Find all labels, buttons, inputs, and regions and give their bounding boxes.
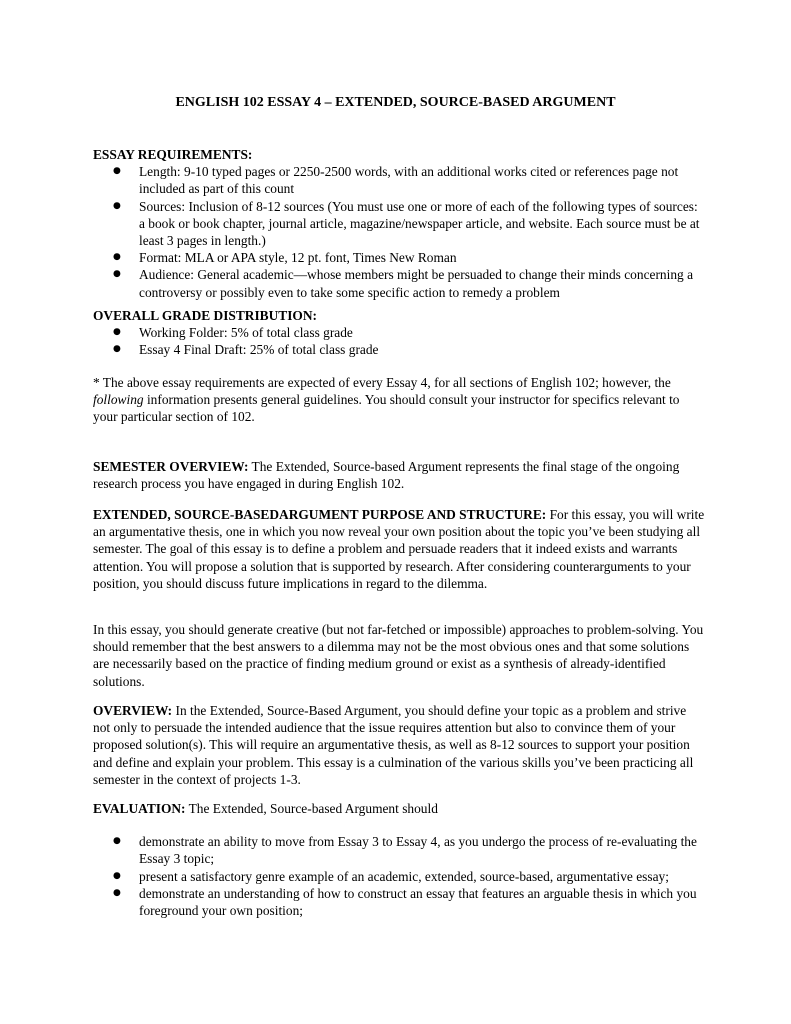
list-item xyxy=(93,868,705,885)
overview-heading: OVERVIEW: xyxy=(93,703,173,718)
note-text-part1: * The above essay requirements are expected of every Essay 4, for all sections of English 102; however, the xyxy=(93,375,671,390)
note-text-part2: information presents general guidelines. You should consult your instructor for specifics relevant to your particular section of 102. xyxy=(93,392,680,425)
note-emphasis: following xyxy=(93,392,144,408)
grade-heading: OVERALL GRADE DISTRIBUTION: xyxy=(93,308,317,323)
semester-overview-heading: SEMESTER OVERVIEW: xyxy=(93,459,249,474)
list-item xyxy=(93,266,705,300)
bullet-icon: ● xyxy=(113,166,121,177)
note-text xyxy=(93,374,705,426)
document-title: ENGLISH 102 ESSAY 4 – EXTENDED, SOURCE-BASED ARGUMENT xyxy=(175,95,616,110)
bullet-icon: ● xyxy=(113,887,121,898)
overview-paragraph xyxy=(93,702,705,788)
evaluation-text: The Extended, Source-based Argument should xyxy=(185,801,438,816)
grade-section xyxy=(93,307,705,359)
creative-section xyxy=(93,621,705,690)
list-item-text: Working Folder: 5% of total class grade xyxy=(139,325,353,341)
bullet-icon: ● xyxy=(113,836,121,847)
bullet-icon: ● xyxy=(113,269,121,280)
list-item-text: Audience: General academic—whose members might be persuaded to change their minds concerning a controversy or possibly even to take some specific action to remedy a problem xyxy=(139,267,694,300)
list-item xyxy=(93,341,705,358)
bullet-icon: ● xyxy=(113,200,121,211)
evaluation-list xyxy=(93,833,705,919)
list-item xyxy=(93,324,705,341)
list-item xyxy=(93,198,705,250)
evaluation-section xyxy=(93,800,705,919)
list-item xyxy=(93,885,705,919)
requirements-section xyxy=(93,146,705,301)
overview-text: In the Extended, Source-Based Argument, you should define your topic as a problem and strive not only to persuade the intended audience that the issue requires attention but also to convince them of your proposed solution(s). This will require an argumentative thesis, as well as 8-12 sources to support your position and define and explain your problem. This essay is a culmination of the various skills you’ve been practicing all semester in the context of projects 1-3. xyxy=(93,703,694,787)
purpose-section xyxy=(93,506,705,592)
semester-overview-text: The Extended, Source-based Argument represents the final stage of the ongoing research process you have engaged in during English 102. xyxy=(93,459,680,492)
requirements-heading: ESSAY REQUIREMENTS: xyxy=(93,147,253,162)
list-item-text: Format: MLA or APA style, 12 pt. font, Times New Roman xyxy=(139,250,457,266)
list-item-text: Length: 9-10 typed pages or 2250-2500 words, with an additional works cited or references page not included as part of this count xyxy=(139,164,679,197)
semester-overview-section xyxy=(93,458,705,492)
overview-section xyxy=(93,702,705,788)
list-item-text: Sources: Inclusion of 8-12 sources (You must use one or more of each of the following types of sources: a book or book chapter, journal article, magazine/newspaper article, and website. Each source must be at least 3 pages in length.) xyxy=(139,198,700,249)
semester-overview-paragraph xyxy=(93,458,705,492)
requirements-list xyxy=(93,163,705,301)
list-item xyxy=(93,249,705,266)
list-item-text: demonstrate an ability to move from Essay 3 to Essay 4, as you undergo the process of re-evaluating the Essay 3 topic; xyxy=(139,834,697,867)
purpose-paragraph xyxy=(93,506,705,592)
list-item-text: Essay 4 Final Draft: 25% of total class grade xyxy=(139,342,379,358)
list-item-text: demonstrate an understanding of how to construct an essay that features an arguable thesis in which you foreground your own position; xyxy=(139,885,697,919)
bullet-icon: ● xyxy=(113,252,121,263)
list-item xyxy=(93,163,705,197)
purpose-heading: EXTENDED, SOURCE-BASEDARGUMENT PURPOSE AND STRUCTURE: xyxy=(93,507,547,522)
creative-paragraph: In this essay, you should generate creative (but not far-fetched or impossible) approaches to problem-solving. You should remember that the best answers to a dilemma may not be the most obvious ones and that some solutions are necessarily based on the practice of finding medium ground or exist as a synthesis of already-identified solutions. xyxy=(93,622,704,689)
grade-list xyxy=(93,324,705,358)
list-item xyxy=(93,833,705,867)
bullet-icon: ● xyxy=(113,327,121,338)
list-item-text: present a satisfactory genre example of an academic, extended, source-based, argumentative essay; xyxy=(139,868,669,884)
purpose-text: For this essay, you will write an argumentative thesis, one in which you now reveal your own position about the topic you’ve been studying all semester. The goal of this essay is to define a problem and persuade readers that it indeed exists and warrants attention. You will propose a solution that is supported by research. After considering counterarguments to your position, you should discuss future implications in regard to the dilemma. xyxy=(93,507,705,591)
evaluation-paragraph xyxy=(93,800,705,817)
bullet-icon: ● xyxy=(113,870,121,881)
evaluation-heading: EVALUATION: xyxy=(93,801,186,816)
note-paragraph xyxy=(93,374,705,426)
bullet-icon: ● xyxy=(113,344,121,355)
